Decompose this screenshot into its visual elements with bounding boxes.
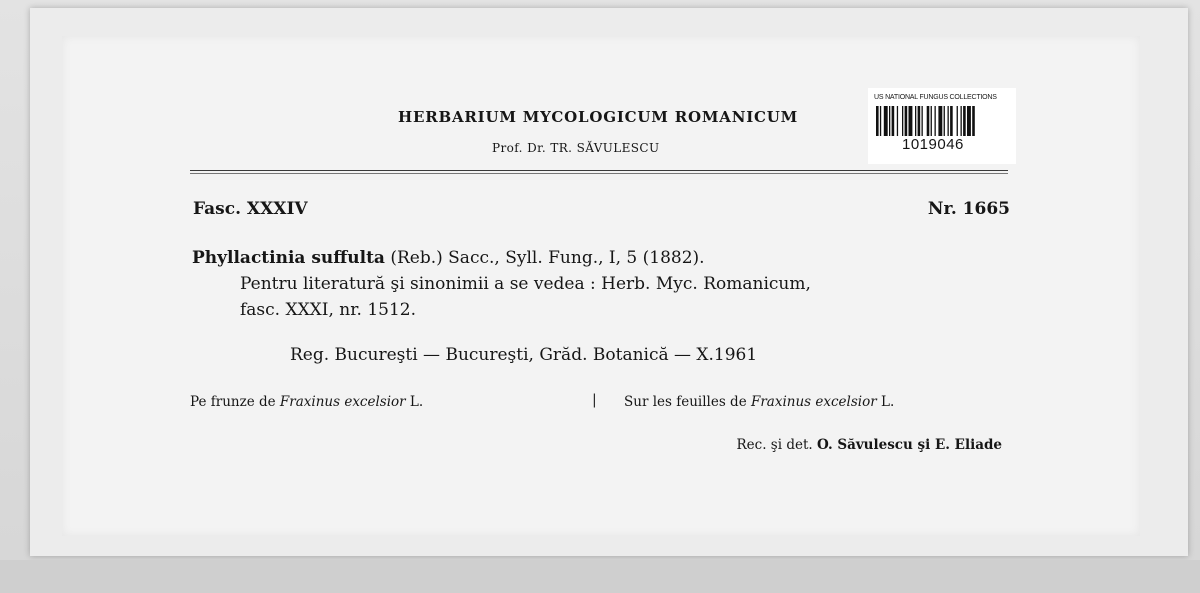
barcode-number: 1019046 [902,136,964,153]
herbarium-author: Prof. Dr. TR. SĂVULESCU [492,141,660,155]
taxon-line [192,248,705,268]
barcode-caption: US NATIONAL FUNGUS COLLECTIONS [874,94,997,101]
specimen-number: Nr. 1665 [927,199,1010,219]
barcode-icon [876,106,1006,136]
specimen-label [62,36,1140,536]
header-rule [190,170,1008,174]
barcode-label [868,88,1016,164]
host-separator: | [592,392,597,408]
host-ro-prefix: Pe frunze de [190,394,280,410]
host-french [624,394,894,410]
host-fr-suffix: L. [876,394,895,410]
taxon-name: Phyllactinia suffulta [192,248,385,268]
literature-line-2: fasc. XXXI, nr. 1512. [240,300,416,320]
herbarium-title: HERBARIUM MYCOLOGICUM ROMANICUM [398,108,799,126]
host-romanian [190,394,423,410]
fascicle-label: Fasc. XXXIV [193,199,308,219]
taxon-authority: (Reb.) Sacc., Syll. Fung., I, 5 (1882). [384,248,705,268]
collector-names: O. Săvulescu şi E. Eliade [816,437,1002,453]
literature-line-1: Pentru literatură şi sinonimii a se vedea : Herb. Myc. Romanicum, [240,274,811,294]
host-fr-prefix: Sur les feuilles de [624,394,751,410]
locality-line: Reg. Bucureşti — Bucureşti, Grăd. Botanică — X.1961 [290,345,758,365]
collector-prefix: Rec. şi det. [736,437,817,453]
host-ro-taxon: Fraxinus excelsior [279,394,406,410]
background-strip [0,560,1200,593]
collector-line [736,437,1002,453]
host-fr-taxon: Fraxinus excelsior [750,394,877,410]
host-ro-suffix: L. [405,394,424,410]
